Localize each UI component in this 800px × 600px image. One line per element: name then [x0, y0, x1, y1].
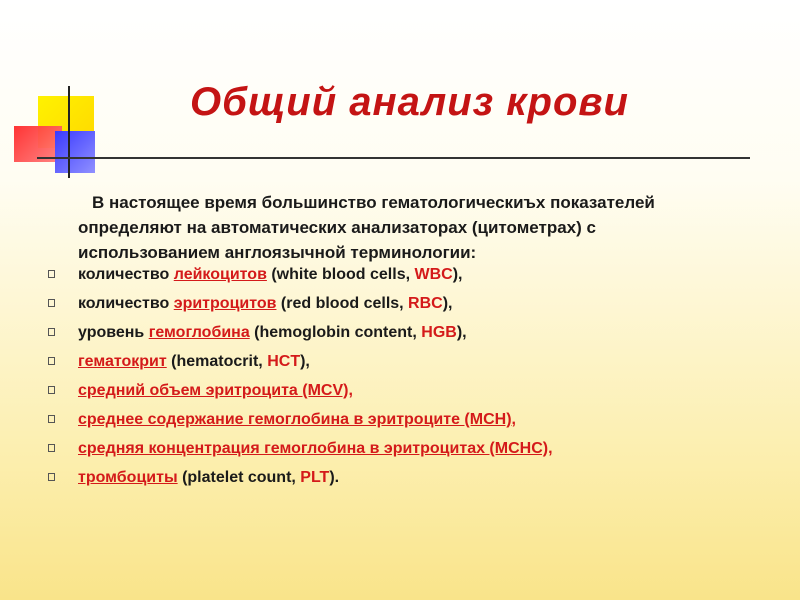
decorative-squares	[0, 0, 120, 180]
term-link[interactable]: лейкоцитов	[173, 266, 267, 283]
bullet-icon	[48, 473, 55, 481]
list-item: тромбоциты (platelet count, PLT).	[48, 463, 768, 492]
bullet-icon	[48, 299, 55, 307]
bullet-icon	[48, 270, 55, 278]
list-item: количество эритроцитов (red blood cells, RBC),	[48, 289, 768, 318]
bullet-icon	[48, 444, 55, 452]
bullet-icon	[48, 415, 55, 423]
term-link[interactable]: тромбоциты	[78, 469, 178, 486]
term-link[interactable]: гемоглобина	[148, 324, 250, 341]
title-underline	[37, 157, 750, 159]
parameter-list	[48, 260, 768, 492]
bullet-icon	[48, 357, 55, 365]
term-link[interactable]: гематокрит	[78, 353, 167, 370]
term-link[interactable]: среднее содержание гемоглобина в эритроците (MCH),	[78, 411, 516, 428]
list-item: гематокрит (hematocrit, HCT),	[48, 347, 768, 376]
page-title: Общий анализ крови	[190, 80, 629, 124]
term-link[interactable]: средний объем эритроцита (MCV),	[78, 382, 353, 399]
term-link[interactable]: средняя концентрация гемоглобина в эритроцитах (MCHC),	[78, 440, 553, 457]
vertical-divider	[68, 86, 70, 178]
list-item	[48, 376, 768, 405]
bullet-icon	[48, 328, 55, 336]
intro-text: В настоящее время большинство гематологическиъх показателей определяют на автоматических анализаторах (цитометрах) с использованием англоязычной терминологии:	[78, 193, 655, 262]
list-item	[48, 405, 768, 434]
bullet-icon	[48, 386, 55, 394]
list-item: уровень гемоглобина (hemoglobin content, HGB),	[48, 318, 768, 347]
term-link[interactable]: эритроцитов	[173, 295, 277, 312]
list-item: количество лейкоцитов (white blood cells, WBC),	[48, 260, 768, 289]
blue-square	[55, 131, 95, 173]
list-item	[48, 434, 768, 463]
